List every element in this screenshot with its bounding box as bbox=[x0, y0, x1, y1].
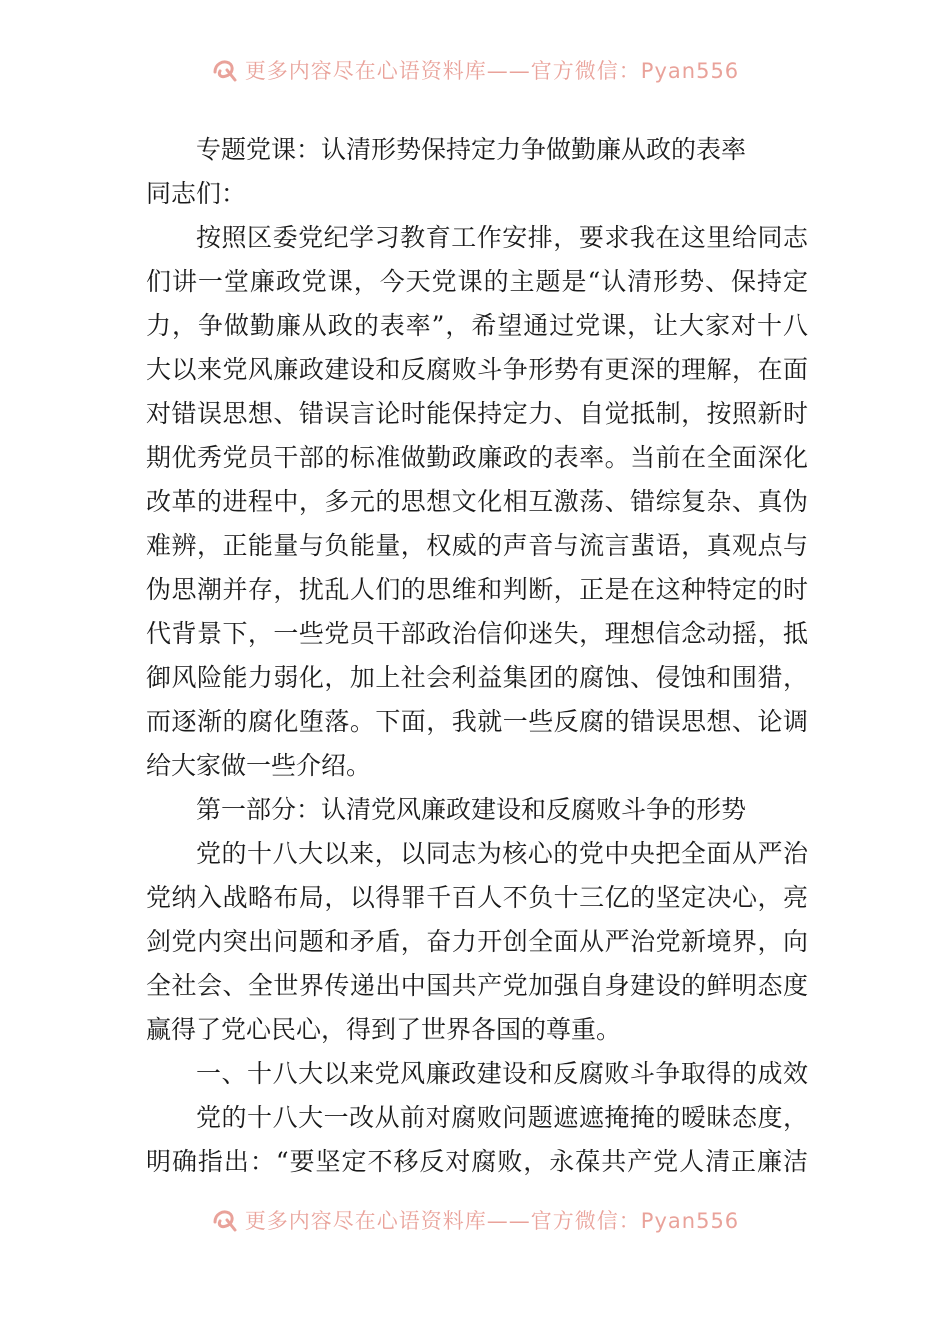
text-line: 们讲一堂廉政党课，今天党课的主题是“认清形势、保持定 bbox=[146, 267, 808, 296]
text-line: 第一部分：认清党风廉政建设和反腐败斗争的形势 bbox=[196, 795, 747, 824]
text-line: 按照区委党纪学习教育工作安排，要求我在这里给同志 bbox=[196, 223, 808, 252]
text-line: 一、十八大以来党风廉政建设和反腐败斗争取得的成效 bbox=[196, 1059, 808, 1088]
text-line: 伪思潮并存，扰乱人们的思维和判断，正是在这种特定的时 bbox=[146, 575, 808, 604]
document-body bbox=[146, 128, 808, 1184]
text-line: 而逐渐的腐化堕落。下面，我就一些反腐的错误思想、论调 bbox=[146, 707, 808, 736]
text-line: 难辨，正能量与负能量，权威的声音与流言蜚语，真观点与 bbox=[146, 531, 808, 560]
footer-watermark bbox=[0, 1200, 950, 1240]
text-line: 对错误思想、错误言论时能保持定力、自觉抵制，按照新时 bbox=[146, 399, 808, 428]
text-line: 赢得了党心民心，得到了世界各国的尊重。 bbox=[146, 1015, 622, 1044]
text-line: 期优秀党员干部的标准做勤政廉政的表率。当前在全面深化 bbox=[146, 443, 808, 472]
text-line: 御风险能力弱化，加上社会利益集团的腐蚀、侵蚀和围猎， bbox=[146, 663, 808, 692]
watermark-text: 更多内容尽在心语资料库——官方微信：Pyan556 bbox=[244, 59, 740, 83]
text-line: 党纳入战略布局，以得罪千百人不负十三亿的坚定决心，亮 bbox=[146, 883, 808, 912]
header-watermark bbox=[0, 50, 950, 90]
text-line: 大以来党风廉政建设和反腐败斗争形势有更深的理解，在面 bbox=[146, 355, 808, 384]
text-line: 明确指出：“要坚定不移反对腐败，永葆共产党人清正廉洁 bbox=[146, 1147, 808, 1176]
text-line: 剑党内突出问题和矛盾，奋力开创全面从严治党新境界，向 bbox=[146, 927, 808, 956]
brand-logo-icon bbox=[211, 1206, 239, 1234]
text-line: 党的十八大一改从前对腐败问题遮遮掩掩的暧昧态度， bbox=[196, 1103, 808, 1132]
brand-logo-icon bbox=[211, 56, 239, 84]
text-line: 改革的进程中，多元的思想文化相互激荡、错综复杂、真伪 bbox=[146, 487, 808, 516]
text-line: 党的十八大以来，以同志为核心的党中央把全面从严治 bbox=[196, 839, 808, 868]
text-line: 代背景下，一些党员干部政治信仰迷失，理想信念动摇，抵 bbox=[146, 619, 808, 648]
text-line: 专题党课：认清形势保持定力争做勤廉从政的表率 bbox=[196, 135, 747, 164]
text-line: 全社会、全世界传递出中国共产党加强自身建设的鲜明态度 bbox=[146, 971, 808, 1000]
text-line: 力，争做勤廉从政的表率”，希望通过党课，让大家对十八 bbox=[146, 311, 808, 340]
text-line: 给大家做一些介绍。 bbox=[146, 751, 372, 780]
text-line: 同志们： bbox=[146, 179, 247, 208]
watermark-text: 更多内容尽在心语资料库——官方微信：Pyan556 bbox=[244, 1209, 740, 1233]
